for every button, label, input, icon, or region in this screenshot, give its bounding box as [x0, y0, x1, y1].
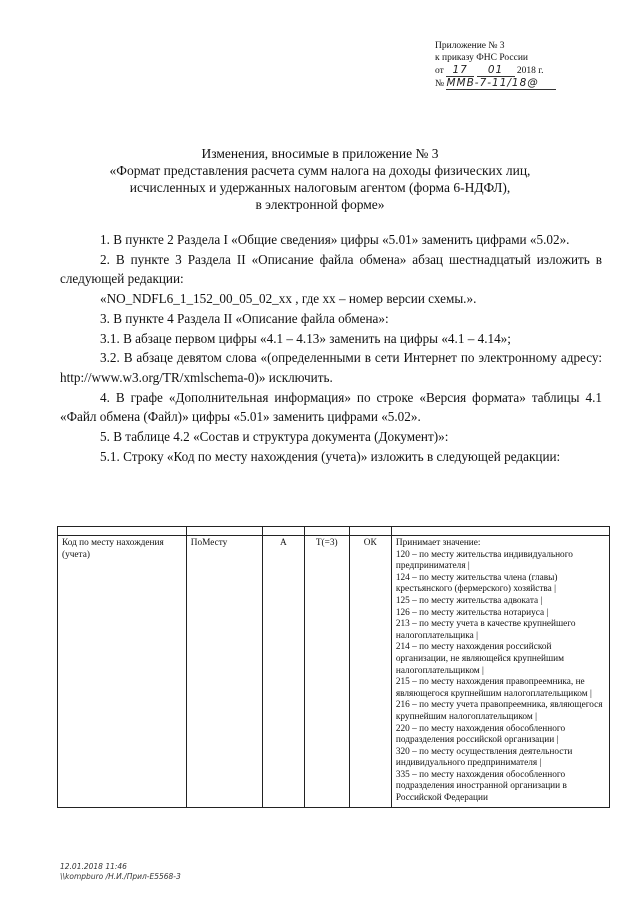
- title-line-1: Изменения, вносимые в приложение № 3: [201, 146, 439, 161]
- value-item: 213 – по месту учета в качестве крупнейшего налогоплательщика |: [395, 619, 576, 641]
- file-footer: [60, 862, 181, 882]
- paragraph: 3.1. В абзаце первом цифры «4.1 – 4.13» заменить на цифры «4.1 – 4.14»;: [100, 330, 511, 346]
- paragraph: 4. В графе «Дополнительная информация» по строке «Версия формата» таблицы 4.1 «Файл обмена (Файл)» цифры «5.01» заменить цифрами «5.02».: [60, 389, 602, 425]
- stamp-order-ref: к приказу ФНС России: [435, 53, 528, 63]
- table-row: [58, 536, 610, 808]
- stamp-date-day: 17: [446, 64, 474, 77]
- paragraph: «NO_NDFL6_1_152_00_05_02_xx , где хх – номер версии схемы.».: [100, 291, 477, 307]
- cell-element-code: ПоМесту: [186, 536, 262, 808]
- value-item: 215 – по месту нахождения правопреемника, не являющегося крупнейшим налогоплательщиком |: [395, 677, 592, 699]
- footer-timestamp: 12.01.2018 11:46: [60, 862, 127, 871]
- stamp-appendix-number: Приложение № 3: [435, 41, 505, 51]
- value-item: 216 – по месту учета правопреемника, являющегося крупнейшим налогоплательщиком |: [395, 700, 603, 722]
- stamp-date: от 17 01 2018 г.: [435, 64, 544, 76]
- paragraph: 1. В пункте 2 Раздела I «Общие сведения» цифры «5.01» заменить цифрами «5.02».: [100, 232, 570, 247]
- title-line-4: в электронной форме»: [255, 197, 385, 212]
- stamp-date-year: 2018 г.: [516, 66, 544, 76]
- paragraph: 3. В пункте 4 Раздела II «Описание файла обмена»:: [100, 310, 389, 326]
- title-line-2: «Формат представления расчета сумм налога на доходы физических лиц,: [109, 163, 531, 178]
- value-item: 120 – по месту жительства индивидуального предпринимателя |: [395, 549, 573, 572]
- stamp-number: № ММВ-7-11/18@: [435, 77, 585, 90]
- table-header-spacer: [58, 527, 610, 536]
- stamp-number-value: ММВ-7-11/18@: [446, 77, 556, 90]
- stamp-date-month: 01: [477, 64, 515, 77]
- value-item: 124 – по месту жительства члена (главы) крестьянского (фермерского) хозяйства |: [395, 572, 558, 595]
- value-item: 125 – по месту жительства адвоката |: [395, 595, 543, 606]
- paragraph: 2. В пункте 3 Раздела II «Описание файла обмена» абзац шестнадцатый изложить в следующей редакции:: [60, 251, 602, 287]
- value-item: 220 – по месту нахождения обособленного подразделения российской организации |: [395, 723, 566, 746]
- paragraph: 5. В таблице 4.2 «Состав и структура документа (Документ)»:: [100, 429, 449, 445]
- cell-required-flag: ОК: [349, 536, 391, 808]
- cell-element-format: Т(=3): [304, 536, 349, 808]
- value-item: 214 – по месту нахождения российской организации, не являющейся крупнейшим налогоплательщиком |: [395, 642, 565, 676]
- structure-table: [57, 526, 610, 808]
- value-item: 335 – по месту нахождения обособленного подразделения иностранной организации в Российской Федерации: [395, 769, 567, 804]
- title-line-3: исчисленных и удержанных налоговым агентом (форма 6-НДФЛ),: [129, 180, 511, 195]
- cell-allowed-values: [391, 536, 609, 808]
- value-item: 126 – по месту жительства нотариуса |: [395, 607, 549, 618]
- document-title: [60, 145, 580, 213]
- value-item: 320 – по месту осуществления деятельности индивидуального предпринимателя |: [395, 746, 573, 769]
- paragraph: 5.1. Строку «Код по месту нахождения (учета)» изложить в следующей редакции:: [100, 448, 561, 464]
- value-item: Принимает значение:: [395, 538, 481, 548]
- cell-element-type: А: [262, 536, 304, 808]
- document-body: [60, 230, 602, 466]
- appendix-stamp: [435, 40, 585, 90]
- paragraph: 3.2. В абзаце девятом слова «(определенными в сети Интернет по электронному адресу: http://www.w3.org/TR/xmlschema-0)» исключить.: [60, 350, 602, 385]
- cell-element-name: Код по месту нахождения (учета): [58, 536, 187, 808]
- footer-file-path: \\kompburo /Н.И./Прил-Е5568-3: [60, 872, 181, 881]
